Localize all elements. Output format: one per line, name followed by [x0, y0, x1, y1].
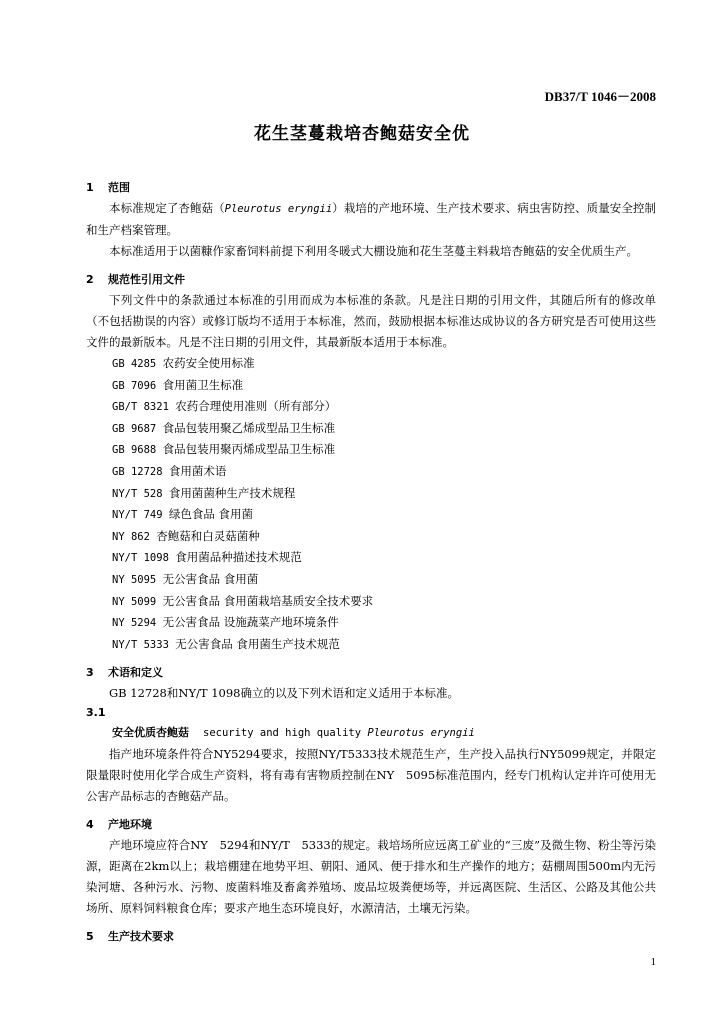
reference-name: 食用菌品种描述技术规范 [175, 550, 302, 565]
reference-list [86, 353, 656, 655]
reference-name: 食品包装用聚丙烯成型品卫生标准 [162, 442, 336, 457]
term-chinese: 安全优质杏鲍菇 [112, 726, 189, 740]
reference-name: 食用菌术语 [168, 463, 227, 478]
reference-code: GB 9688 [112, 444, 157, 457]
reference-item [86, 526, 656, 548]
reference-item [86, 353, 656, 375]
reference-code: NY/T 1098 [112, 552, 169, 565]
term-entry [86, 722, 656, 744]
section-title: 产地环境 [108, 818, 152, 832]
reference-code: NY 5099 [112, 595, 157, 608]
scope-text-a: 本标准规定了杏鲍菇（ [109, 201, 225, 215]
scope-paragraph-2: 本标准适用于以菌糠作家畜饲料前提下利用冬暖式大棚设施和花生茎蔓主料栽培杏鲍菇的安全优质生产。 [109, 244, 638, 258]
reference-name: 绿色食品 食用菌 [168, 507, 254, 522]
reference-item [86, 591, 656, 613]
reference-item [86, 461, 656, 483]
scope-paragraph-1 [86, 198, 656, 241]
section-number: 5 [86, 930, 94, 944]
reference-code: NY/T 5333 [112, 638, 169, 651]
latin-name: Pleurotus eryngii [224, 203, 333, 215]
reference-name: 食品包装用聚乙烯成型品卫生标准 [162, 420, 336, 435]
section-3-heading [86, 663, 656, 683]
terms-intro: GB 12728和NY/T 1098确立的以及下列术语和定义适用于本标准。 [109, 686, 459, 701]
reference-name: 无公害食品 食用菌栽培基质安全技术要求 [162, 593, 374, 608]
reference-code: NY 862 [112, 530, 150, 543]
reference-code: GB 4285 [112, 358, 157, 370]
section-number: 3 [86, 666, 94, 680]
reference-item [86, 504, 656, 526]
reference-item [86, 569, 656, 591]
page-number: 1 [650, 956, 656, 968]
section-title: 规范性引用文件 [108, 273, 185, 286]
section-title: 生产技术要求 [108, 930, 174, 944]
term-english-text: security and high quality [203, 727, 362, 740]
reference-item [86, 483, 656, 505]
reference-code: GB 7096 [112, 379, 157, 392]
reference-code: GB 12728 [112, 465, 163, 478]
term-english [203, 727, 475, 739]
term-definition: 指产地环境条件符合NY5294要求，按照NY/T5333技术规范生产，生产投入品执行NY5099规定，并限定限量限时使用化学合成生产资料，将有毒有害物质控制在NY 5095标准范围内，经专门机构认定并许可使用无公害产品标志的杏鲍菇产品。 [86, 747, 656, 804]
reference-code: NY 5294 [112, 617, 157, 630]
section-title: 术语和定义 [108, 666, 163, 680]
reference-code: GB 9687 [112, 422, 157, 435]
reference-item [86, 439, 656, 461]
reference-item [86, 375, 656, 397]
scope-text-b: ）栽培的产地环境、生产技术要求、病虫害防控、质量安全控制和生产档案管理。 [86, 201, 657, 237]
section-4-heading [86, 815, 656, 835]
reference-name: 无公害食品 食用菌生产技术规范 [175, 636, 340, 651]
reference-name: 农药安全使用标准 [162, 356, 255, 370]
reference-item [86, 634, 656, 656]
section-2-heading [86, 270, 656, 290]
standard-code: DB37/T 1046－2008 [544, 89, 656, 104]
reference-item [86, 612, 656, 634]
reference-code: NY/T 749 [112, 509, 163, 522]
section-title: 范围 [108, 181, 130, 194]
reference-item [86, 547, 656, 569]
reference-name: 食用菌菌种生产技术规程 [168, 485, 296, 500]
reference-name: 农药合理使用准则（所有部分） [175, 399, 337, 414]
section-5-heading [86, 927, 656, 947]
reference-code: NY 5095 [112, 573, 157, 586]
reference-name: 无公害食品 食用菌 [162, 571, 259, 586]
clause-number: 3.1 [86, 706, 106, 720]
document-body [86, 178, 656, 947]
term-latin: Pleurotus eryngii [367, 727, 475, 740]
section-1-heading [86, 178, 656, 198]
environment-paragraph: 产地环境应符合NY 5294和NY/T 5333的规定。栽培场所应远离工矿业的“三废”及微生物、粉尘等污染源，距离在2km以上；栽培棚建在地势平坦、朝阳、通风、便于排水和生产操作的地方；菇棚周围500m内无污染河塘、各种污水、污物、废菌料堆及畜禽养殖场、废品垃圾粪便场等，并远离医院、生活区、公路及其他公共场所、原料饲料粮食仓库；要求产地生态环境良好，水源清洁，土壤无污染。 [86, 838, 656, 916]
document-title: 花生茎蔓栽培杏鲍菇安全优 [254, 124, 470, 144]
reference-name: 食用菌卫生标准 [162, 377, 244, 392]
section-number: 2 [86, 273, 94, 286]
section-number: 1 [86, 181, 94, 194]
reference-name: 杏鲍菇和白灵菇菌种 [156, 528, 260, 543]
reference-code: GB/T 8321 [112, 401, 169, 414]
reference-item [86, 418, 656, 440]
reference-name: 无公害食品 设施蔬菜产地环境条件 [162, 615, 339, 630]
references-intro: 下列文件中的条款通过本标准的引用而成为本标准的条款。凡是注日期的引用文件，其随后所有的修改单（不包括勘误的内容）或修订版均不适用于本标准，然而，鼓励根据本标准达成协议的各方研究是否可使用这些文件的最新版本。凡是不注日期的引用文件，其最新版本适用于本标准。 [86, 293, 656, 349]
reference-code: NY/T 528 [112, 487, 163, 500]
reference-item [86, 396, 656, 418]
section-number: 4 [86, 818, 94, 832]
